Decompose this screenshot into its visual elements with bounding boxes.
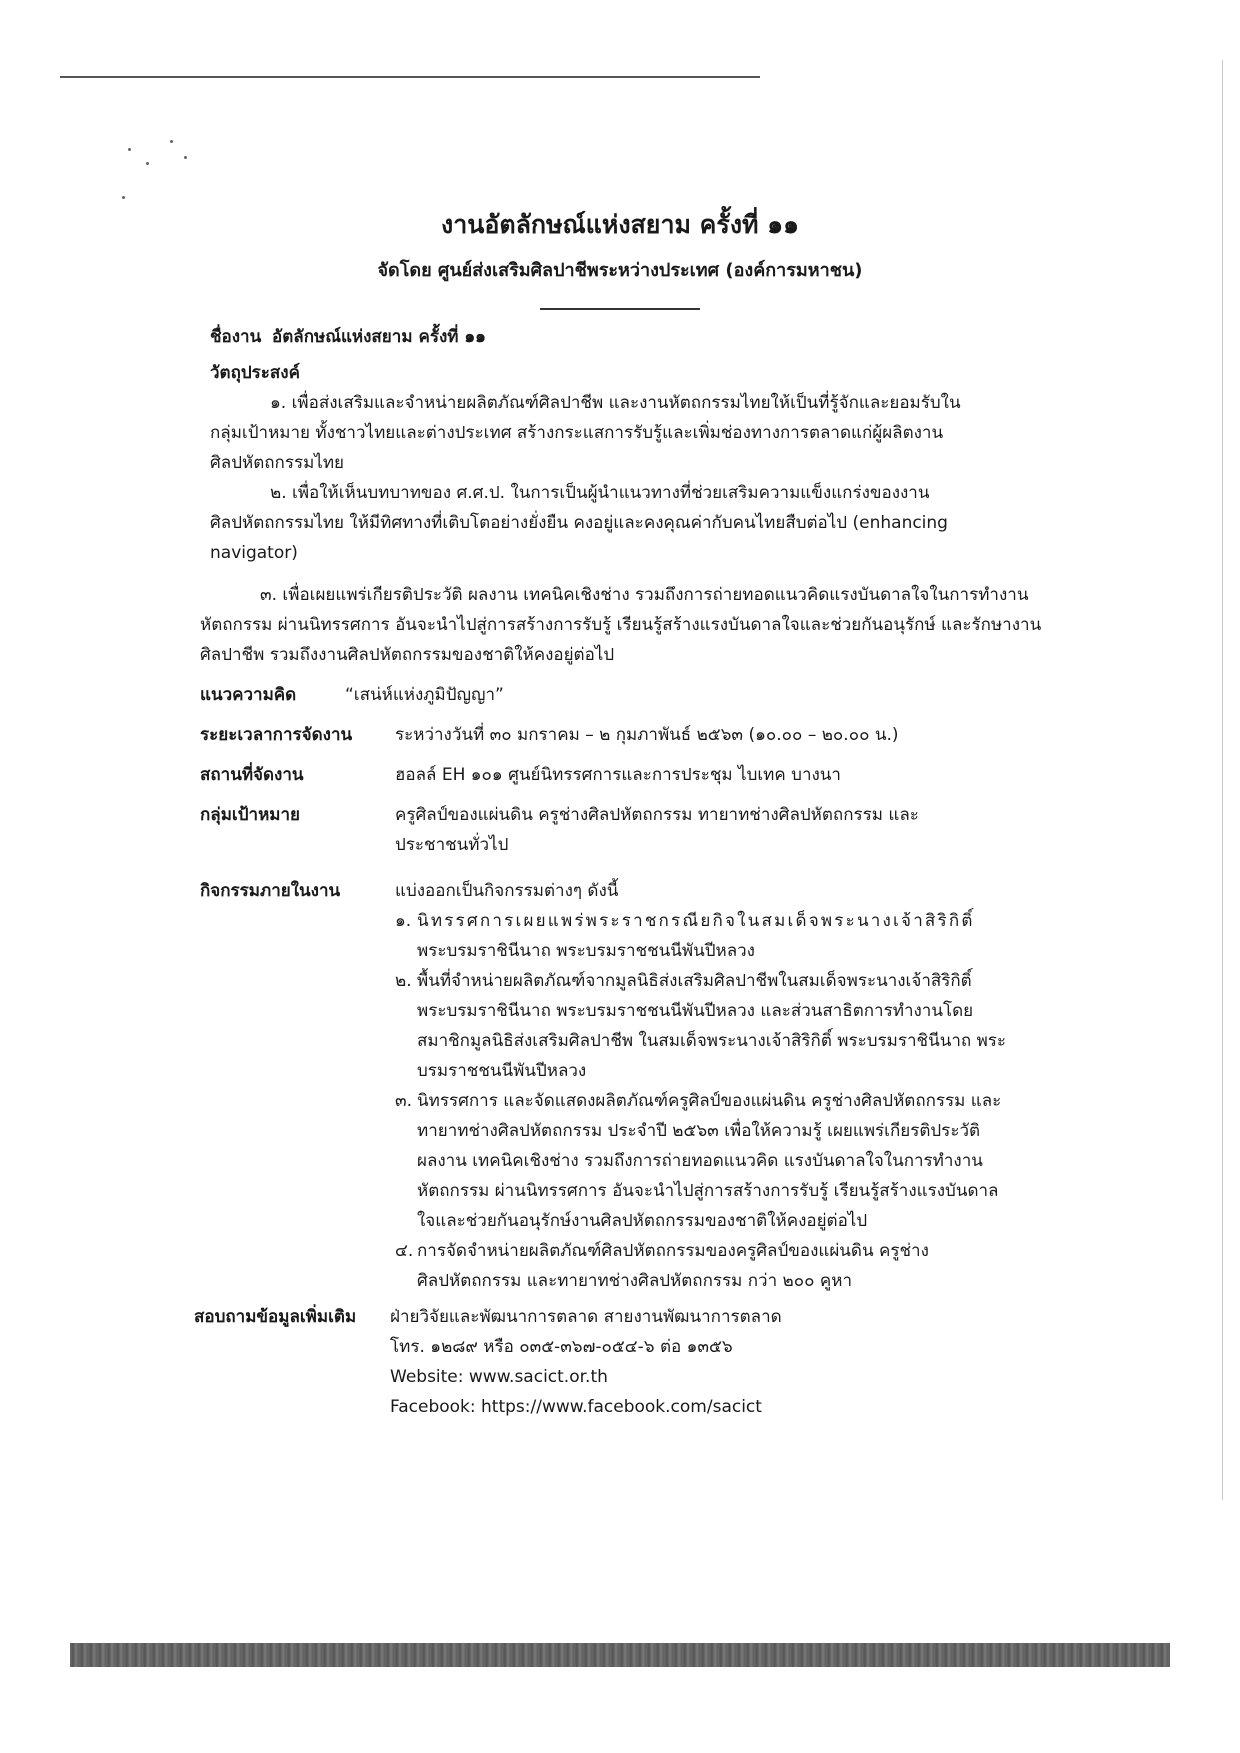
duration-label: ระยะเวลาการจัดงาน bbox=[200, 725, 353, 745]
activity-number: ๑. bbox=[395, 911, 412, 931]
activity-line: สมาชิกมูลนิธิส่งเสริมศิลปาชีพ ในสมเด็จพระนางเจ้าสิริกิติ์ พระบรมราชินีนาถ พระ bbox=[417, 1031, 1007, 1051]
objective-line: ศิลปหัตถกรรมไทย ให้มีทิศทางที่เติบโตอย่างยั่งยืน คงอยู่และคงคุณค่ากับคนไทยสืบต่อไป (enhancing bbox=[210, 513, 948, 533]
objective-item bbox=[210, 388, 1075, 478]
document-title: งานอัตลักษณ์แห่งสยาม ครั้งที่ ๑๑ bbox=[441, 210, 799, 239]
objectives-heading: วัตถุประสงค์ bbox=[210, 363, 300, 383]
activity-line: การจัดจำหน่ายผลิตภัณฑ์ศิลปหัตถกรรมของครูศิลป์ของแผ่นดิน ครูช่าง bbox=[417, 1241, 929, 1261]
concept-label: แนวความคิด bbox=[200, 685, 297, 705]
activity-line: ทายาทช่างศิลปหัตถกรรม ประจำปี ๒๕๖๓ เพื่อให้ความรู้ เผยแพร่เกียรติประวัติ bbox=[417, 1121, 981, 1141]
activity-line: พระบรมราชินีนาถ พระบรมราชชนนีพันปีหลวง bbox=[417, 941, 755, 961]
activity-line: นิทรรศการเผยแพร่พระราชกรณียกิจในสมเด็จพระนางเจ้าสิริกิติ์ bbox=[417, 911, 975, 931]
contact-website: Website: www.sacict.or.th bbox=[390, 1367, 608, 1387]
activities-intro: แบ่งออกเป็นกิจกรรมต่างๆ ดังนี้ bbox=[395, 881, 619, 901]
activity-line: ผลงาน เทคนิคเชิงช่าง รวมถึงการถ่ายทอดแนวคิด แรงบันดาลใจในการทำงาน bbox=[417, 1151, 983, 1171]
activity-item bbox=[395, 906, 1075, 966]
contact-label: สอบถามข้อมูลเพิ่มเติม bbox=[194, 1307, 357, 1327]
activity-line: บรมราชชนนีพันปีหลวง bbox=[417, 1061, 587, 1081]
objective-line: ๒. เพื่อให้เห็นบทบาทของ ศ.ศ.ป. ในการเป็นผู้นำแนวทางที่ช่วยเสริมความแข็งแกร่งของงาน bbox=[270, 483, 930, 503]
activities-row bbox=[200, 876, 1075, 1296]
objective-line: กลุ่มเป้าหมาย ทั้งชาวไทยและต่างประเทศ สร้างกระแสการรับรู้และเพิ่มช่องทางการตลาดแก่ผู้ผลิตงาน bbox=[210, 423, 944, 443]
duration-value: ระหว่างวันที่ ๓๐ มกราคม – ๒ กุมภาพันธ์ ๒๕๖๓ (๑๐.๐๐ – ๒๐.๐๐ น.) bbox=[395, 725, 899, 745]
activity-item bbox=[395, 1086, 1075, 1236]
scan-speck bbox=[170, 140, 173, 143]
venue-row bbox=[200, 760, 1075, 790]
concept-value: “เสน่ห์แห่งภูมิปัญญา” bbox=[345, 685, 504, 705]
objective-line: ๑. เพื่อส่งเสริมและจำหน่ายผลิตภัณฑ์ศิลปาชีพ และงานหัตถกรรมไทยให้เป็นที่รู้จักและยอมรับใน bbox=[270, 393, 961, 413]
venue-value: ฮอลล์ EH ๑๐๑ ศูนย์นิทรรศการและการประชุม ไบเทค บางนา bbox=[395, 765, 841, 785]
objective-item bbox=[200, 580, 1095, 670]
objective-line: หัตถกรรม ผ่านนิทรรศการ อันจะนำไปสู่การสร้างการรับรู้ เรียนรู้สร้างแรงบันดาลใจและช่วยกันอนุรักษ์ และรักษางาน bbox=[200, 615, 1042, 635]
contact-phone: โทร. ๑๒๘๙ หรือ ๐๓๕-๓๖๗-๐๕๔-๖ ต่อ ๑๓๕๖ bbox=[390, 1337, 733, 1357]
objective-line: ศิลปาชีพ รวมถึงงานศิลปหัตถกรรมของชาติให้คงอยู่ต่อไป bbox=[200, 645, 615, 665]
venue-label: สถานที่จัดงาน bbox=[200, 765, 304, 785]
document-body bbox=[194, 322, 1075, 1422]
activities-label: กิจกรรมภายในงาน bbox=[200, 881, 341, 901]
document-subtitle: จัดโดย ศูนย์ส่งเสริมศิลปาชีพระหว่างประเทศ (องค์การมหาชน) bbox=[377, 260, 863, 281]
contact-dept: ฝ่ายวิจัยและพัฒนาการตลาด สายงานพัฒนาการตลาด bbox=[390, 1307, 782, 1327]
activity-number: ๔. bbox=[395, 1241, 414, 1261]
event-name-line bbox=[210, 322, 1075, 352]
objective-line: ศิลปหัตถกรรมไทย bbox=[210, 453, 345, 473]
contact-facebook: Facebook: https://www.facebook.com/sacict bbox=[390, 1397, 762, 1417]
event-name-label: ชื่องาน bbox=[210, 327, 262, 347]
target-row bbox=[200, 800, 1075, 860]
scan-speck bbox=[146, 162, 149, 165]
objective-line: navigator) bbox=[210, 543, 298, 563]
scan-top-line bbox=[60, 76, 760, 78]
activity-item bbox=[395, 1236, 1075, 1296]
activity-number: ๓. bbox=[395, 1091, 413, 1111]
scan-speck bbox=[184, 156, 187, 159]
scan-speck bbox=[122, 196, 125, 199]
activity-line: พระบรมราชินีนาถ พระบรมราชชนนีพันปีหลวง และส่วนสาธิตการทำงานโดย bbox=[417, 1001, 974, 1021]
concept-row bbox=[200, 680, 1075, 710]
contact-row bbox=[194, 1302, 1075, 1422]
activity-item bbox=[395, 966, 1075, 1086]
activity-line: พื้นที่จำหน่ายผลิตภัณฑ์จากมูลนิธิส่งเสริมศิลปาชีพในสมเด็จพระนางเจ้าสิริกิติ์ bbox=[417, 971, 972, 991]
scan-footer-bar bbox=[70, 1643, 1170, 1667]
activity-line: หัตถกรรม ผ่านนิทรรศการ อันจะนำไปสู่การสร้างการรับรู้ เรียนรู้สร้างแรงบันดาล bbox=[417, 1181, 999, 1201]
scan-speck bbox=[128, 148, 131, 151]
target-line: ครูศิลป์ของแผ่นดิน ครูช่างศิลปหัตถกรรม ทายาทช่างศิลปหัตถกรรม และ bbox=[395, 805, 919, 825]
objective-line: ๓. เพื่อเผยแพร่เกียรติประวัติ ผลงาน เทคนิคเชิงช่าง รวมถึงการถ่ายทอดแนวคิดแรงบันดาลใจในการทำงาน bbox=[260, 585, 1029, 605]
activity-line: ใจและช่วยกันอนุรักษ์งานศิลปหัตถกรรมของชาติให้คงอยู่ต่อไป bbox=[417, 1211, 868, 1231]
duration-row bbox=[200, 720, 1075, 750]
activity-line: นิทรรศการ และจัดแสดงผลิตภัณฑ์ครูศิลป์ของแผ่นดิน ครูช่างศิลปหัตถกรรม และ bbox=[417, 1091, 1002, 1111]
event-name-value: อัตลักษณ์แห่งสยาม ครั้งที่ ๑๑ bbox=[272, 327, 486, 347]
target-line: ประชาชนทั่วไป bbox=[395, 835, 509, 855]
activity-number: ๒. bbox=[395, 971, 412, 991]
activity-line: ศิลปหัตถกรรม และทายาทช่างศิลปหัตถกรรม กว่า ๒๐๐ คูหา bbox=[417, 1271, 853, 1291]
objective-item bbox=[210, 478, 1075, 568]
target-label: กลุ่มเป้าหมาย bbox=[200, 805, 300, 825]
document-header bbox=[0, 205, 1240, 310]
title-divider bbox=[540, 308, 700, 310]
